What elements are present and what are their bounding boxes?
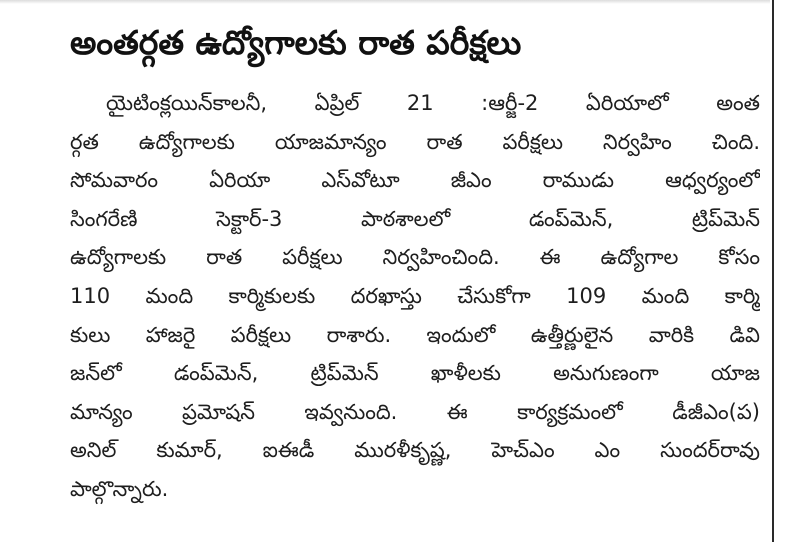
article-line: ఉద్యోగాలకు రాత పరీక్షలు నిర్వహించింది. ఈ ఉద్యోగాల కోసం (70, 245, 760, 270)
article-line: జన్‌లో డంప్‌మెన్, ట్రిప్‌మెన్ ఖాళీలకు అనుగుణంగా యాజ (70, 361, 760, 386)
column-border (772, 0, 774, 542)
article-line: 110 మంది కార్మికులకు దరఖాస్తు చేసుకోగా 109 మంది కార్మి (70, 283, 760, 308)
article-body (70, 84, 760, 509)
article-line: కులు హాజరై పరీక్షలు రాశారు. ఇందులో ఉత్తీర్ణులైన వారికి డివి (70, 322, 760, 347)
top-edge-shadow (0, 0, 770, 4)
article-line: సింగరేణి సెక్టార్-3 పాఠశాలలో డంప్‌మెన్, ట్రిప్‌మెన్ (70, 206, 760, 231)
article-headline: అంతర్గత ఉద్యోగాలకు రాత పరీక్షలు (70, 23, 522, 62)
article-line: సోమవారం ఏరియా ఎస్‌వోటూ జీఎం రాముడు ఆధ్వర్యంలో (70, 168, 760, 193)
article-line: ర్గత ఉద్యోగాలకు యాజమాన్యం రాత పరీక్షలు నిర్వహిం చింది. (70, 129, 760, 154)
article-line: పాల్గొన్నారు. (70, 476, 169, 501)
article-line: యైటింక్లయిన్‌కాలనీ, ఏప్రిల్ 21 :ఆర్జీ-2 ఏరియాలో అంత (106, 91, 760, 115)
article-line: మాన్యం ప్రమోషన్ ఇవ్వనుంది. ఈ కార్యక్రమంలో డీజీఎం(ప) (70, 399, 760, 424)
article-line: అనిల్ కుమార్, ఐఈడీ మురళీకృష్ణ, హెచ్‌ఎం ఎం సుందర్‌రావు (70, 438, 760, 463)
